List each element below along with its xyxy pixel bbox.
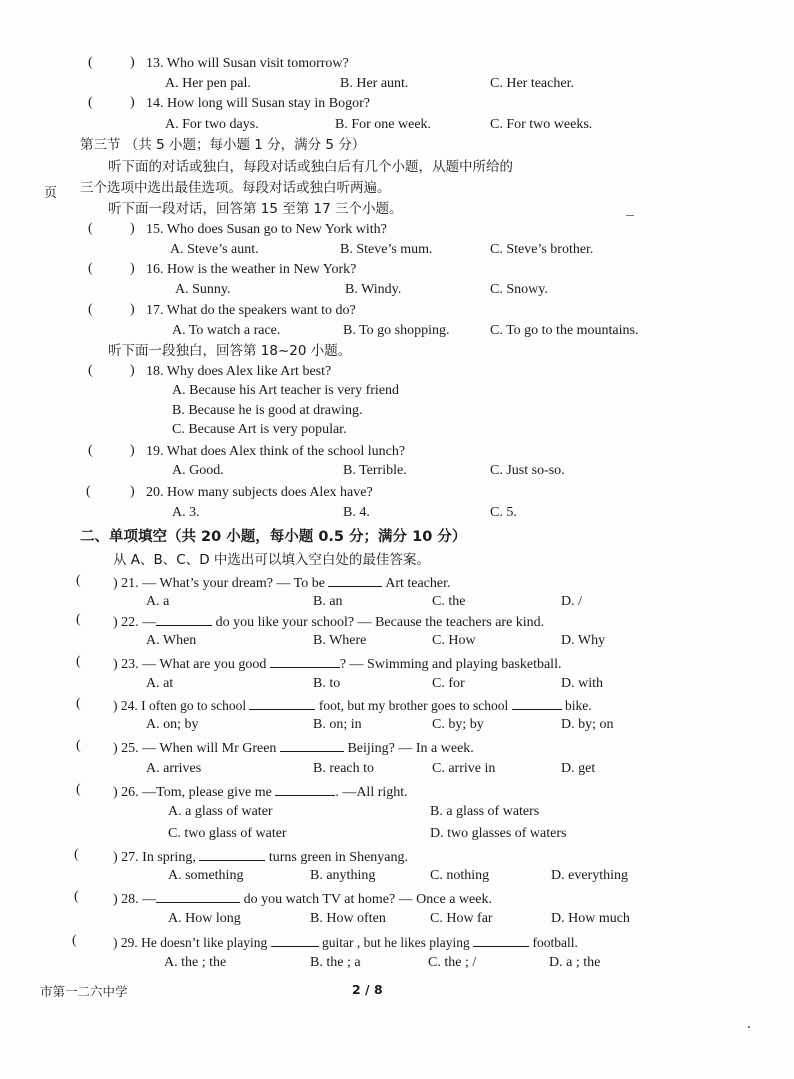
answer-paren: ( xyxy=(74,847,79,862)
q22-stem-start: ) 22. — xyxy=(113,615,157,630)
q29-option-b: B. the ; a xyxy=(310,955,361,970)
answer-paren: ( xyxy=(88,443,93,458)
q26-option-c: C. two glass of water xyxy=(168,826,287,841)
q27-option-d: D. everything xyxy=(551,868,628,883)
q27-stem-start: ) 27. In spring, xyxy=(113,850,196,865)
answer-paren: ( xyxy=(88,261,93,276)
answer-paren: ( xyxy=(74,889,79,904)
q29-stem-start: ) 29. He doesn’t like playing xyxy=(113,935,268,950)
answer-paren: ( xyxy=(76,573,81,588)
q29-stem xyxy=(113,933,578,952)
q25-option-c: C. arrive in xyxy=(432,761,496,776)
q23-stem-end: ? — Swimming and playing basketball. xyxy=(339,657,562,672)
answer-paren: ) xyxy=(130,363,135,378)
q17-option-c: C. To go to the mountains. xyxy=(490,323,639,338)
q27-option-c: C. nothing xyxy=(430,868,490,883)
q24-stem xyxy=(113,696,592,715)
q27-stem-end: turns green in Shenyang. xyxy=(268,850,409,865)
q24-option-c: C. by; by xyxy=(432,717,484,732)
answer-paren: ( xyxy=(76,782,81,797)
q23-option-d: D. with xyxy=(561,676,603,691)
q21-option-b: B. an xyxy=(313,594,343,609)
q29-blank-2 xyxy=(473,933,529,947)
q22-blank xyxy=(156,612,212,626)
answer-paren: ( xyxy=(86,484,91,499)
q23-option-a: A. at xyxy=(146,676,174,691)
side-margin-char: 页 xyxy=(44,186,58,201)
q17-option-b: B. To go shopping. xyxy=(343,323,450,338)
q16-stem: 16. How is the weather in New York? xyxy=(146,262,357,277)
answer-paren: ( xyxy=(88,363,93,378)
q14-option-c: C. For two weeks. xyxy=(490,117,593,132)
answer-paren: ( xyxy=(88,95,93,110)
q26-option-a: A. a glass of water xyxy=(168,804,273,819)
q15-option-b: B. Steve’s mum. xyxy=(340,242,433,257)
q29-blank-1 xyxy=(271,933,319,947)
q28-option-b: B. How often xyxy=(310,911,386,926)
q18-option-b: B. Because he is good at drawing. xyxy=(172,403,363,418)
q23-option-b: B. to xyxy=(313,676,341,691)
q13-option-c: C. Her teacher. xyxy=(490,76,574,91)
q29-option-d: D. a ; the xyxy=(549,955,601,970)
q14-stem: 14. How long will Susan stay in Bogor? xyxy=(146,96,370,111)
q24-option-d: D. by; on xyxy=(561,717,614,732)
q24-stem-end: bike. xyxy=(564,698,592,713)
q29-option-a: A. the ; the xyxy=(164,955,227,970)
scan-dot xyxy=(748,1026,750,1028)
q19-option-c: C. Just so-so. xyxy=(490,463,565,478)
q25-option-d: D. get xyxy=(561,761,596,776)
q29-stem-middle: guitar , but he likes playing xyxy=(321,935,470,950)
q28-option-d: D. How much xyxy=(551,911,630,926)
footer-page-number: 2 / 8 xyxy=(352,982,383,997)
section3-instruction-cont: 三个选项中选出最佳选项。每段对话或独白听两遍。 xyxy=(80,180,391,196)
q25-option-a: A. arrives xyxy=(146,761,202,776)
q14-option-a: A. For two days. xyxy=(165,117,259,132)
q26-option-b: B. a glass of waters xyxy=(430,804,540,819)
q20-option-b: B. 4. xyxy=(343,505,370,520)
q29-stem-end: football. xyxy=(532,935,578,950)
q15-option-c: C. Steve’s brother. xyxy=(490,242,594,257)
q13-option-a: A. Her pen pal. xyxy=(165,76,251,91)
q19-stem: 19. What does Alex think of the school lunch? xyxy=(146,444,406,459)
q22-option-d: D. Why xyxy=(561,633,606,648)
q25-stem xyxy=(113,738,474,758)
q13-option-b: B. Her aunt. xyxy=(340,76,409,91)
q21-stem-start: ) 21. — What’s your dream? — To be xyxy=(113,576,325,591)
dialog-instruction: 听下面一段对话，回答第 15 至第 17 三个小题。 xyxy=(108,201,403,217)
q22-option-c: C. How xyxy=(432,633,476,648)
q29-option-c: C. the ; / xyxy=(428,955,477,970)
q20-option-a: A. 3. xyxy=(172,505,200,520)
q16-option-b: B. Windy. xyxy=(345,282,402,297)
q27-blank xyxy=(199,847,265,861)
answer-paren: ( xyxy=(76,696,81,711)
answer-paren: ( xyxy=(88,55,93,70)
q20-option-c: C. 5. xyxy=(490,505,517,520)
q24-option-b: B. on; in xyxy=(313,717,362,732)
q28-stem-start: ) 28. — xyxy=(113,892,157,907)
answer-paren: ) xyxy=(130,95,135,110)
q17-stem: 17. What do the speakers want to do? xyxy=(146,303,356,318)
answer-paren: ) xyxy=(130,55,135,70)
q28-option-c: C. How far xyxy=(430,911,493,926)
q24-option-a: A. on; by xyxy=(146,717,199,732)
monologue-instruction: 听下面一段独白，回答第 18~20 小题。 xyxy=(108,343,352,359)
q25-blank xyxy=(280,738,344,752)
q25-stem-end: Beijing? — In a week. xyxy=(347,741,474,756)
q24-blank-1 xyxy=(249,696,315,710)
answer-paren: ( xyxy=(76,738,81,753)
q21-blank xyxy=(328,573,382,587)
part2-title: 二、单项填空（共 20 小题，每小题 0.5 分；满分 10 分） xyxy=(80,529,467,545)
q28-stem xyxy=(113,889,492,909)
q26-stem xyxy=(113,782,408,802)
section3-instruction: 听下面的对话或独白，每段对话或独白后有几个小题，从题中所给的 xyxy=(108,159,513,175)
q21-option-c: C. the xyxy=(432,594,466,609)
q21-stem xyxy=(113,573,451,593)
q23-stem-start: ) 23. — What are you good xyxy=(113,657,267,672)
q14-option-b: B. For one week. xyxy=(335,117,432,132)
q15-option-a: A. Steve’s aunt. xyxy=(170,242,259,257)
q18-option-a: A. Because his Art teacher is very friend xyxy=(172,383,400,398)
q24-blank-2 xyxy=(512,696,562,710)
q19-option-b: B. Terrible. xyxy=(343,463,407,478)
answer-paren: ( xyxy=(72,933,77,948)
q13-stem: 13. Who will Susan visit tomorrow? xyxy=(146,56,349,71)
q22-stem-end: do you like your school? — Because the teachers are kind. xyxy=(215,615,545,630)
scan-mark xyxy=(626,215,634,216)
q25-stem-start: ) 25. — When will Mr Green xyxy=(113,741,277,756)
q21-stem-end: Art teacher. xyxy=(385,576,451,591)
q28-blank xyxy=(156,889,240,903)
q23-option-c: C. for xyxy=(432,676,465,691)
q18-stem: 18. Why does Alex like Art best? xyxy=(146,364,332,379)
q21-option-d: D. / xyxy=(561,594,582,609)
answer-paren: ( xyxy=(88,302,93,317)
q23-stem xyxy=(113,654,561,674)
part2-instruction: 从 A、B、C、D 中选出可以填入空白处的最佳答案。 xyxy=(113,552,430,568)
q22-option-b: B. Where xyxy=(313,633,367,648)
q26-stem-start: ) 26. —Tom, please give me xyxy=(113,785,272,800)
q18-option-c: C. Because Art is very popular. xyxy=(172,422,347,437)
q27-option-a: A. something xyxy=(168,868,244,883)
section3-title: 第三节 （共 5 小题；每小题 1 分，满分 5 分） xyxy=(80,137,366,153)
answer-paren: ) xyxy=(130,443,135,458)
answer-paren: ( xyxy=(76,654,81,669)
q19-option-a: A. Good. xyxy=(172,463,224,478)
q21-option-a: A. a xyxy=(146,594,170,609)
answer-paren: ) xyxy=(130,221,135,236)
q28-option-a: A. How long xyxy=(168,911,241,926)
footer-school-name: 市第一二六中学 xyxy=(40,984,128,999)
answer-paren: ) xyxy=(130,261,135,276)
q16-option-a: A. Sunny. xyxy=(175,282,231,297)
q16-option-c: C. Snowy. xyxy=(490,282,548,297)
q26-blank xyxy=(275,782,335,796)
q25-option-b: B. reach to xyxy=(313,761,375,776)
q22-option-a: A. When xyxy=(146,633,197,648)
q27-option-b: B. anything xyxy=(310,868,376,883)
q24-stem-start: ) 24. I often go to school xyxy=(113,698,247,713)
q26-stem-end: . —All right. xyxy=(335,785,408,800)
q17-option-a: A. To watch a race. xyxy=(172,323,281,338)
answer-paren: ) xyxy=(130,484,135,499)
q24-stem-middle: foot, but my brother goes to school xyxy=(318,698,509,713)
q28-stem-end: do you watch TV at home? — Once a week. xyxy=(243,892,492,907)
q22-stem xyxy=(113,612,544,632)
q15-stem: 15. Who does Susan go to New York with? xyxy=(146,222,387,237)
q23-blank xyxy=(270,654,340,668)
q20-stem: 20. How many subjects does Alex have? xyxy=(146,485,373,500)
answer-paren: ( xyxy=(88,221,93,236)
answer-paren: ( xyxy=(76,612,81,627)
q27-stem xyxy=(113,847,408,867)
answer-paren: ) xyxy=(130,302,135,317)
q26-option-d: D. two glasses of waters xyxy=(430,826,567,841)
